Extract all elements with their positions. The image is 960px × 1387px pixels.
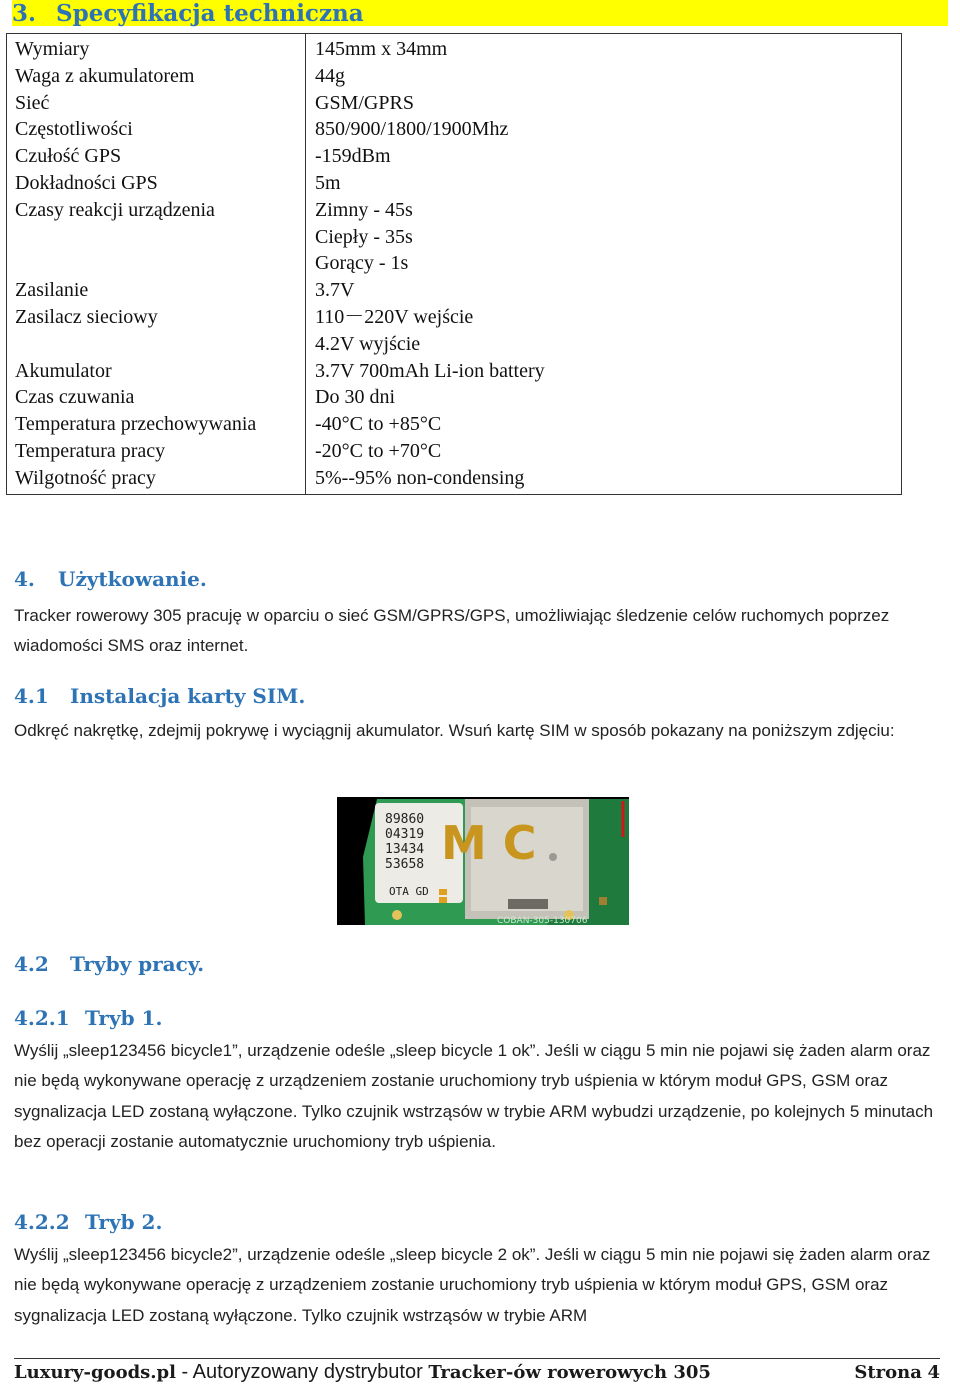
spec-value-line: Zimny - 45s bbox=[315, 198, 413, 221]
section-title: Specyfikacja techniczna bbox=[56, 0, 364, 27]
spec-label: Wymiary bbox=[7, 34, 306, 63]
sim-card-photo bbox=[337, 797, 629, 925]
section-4-2-2-heading bbox=[14, 1210, 162, 1235]
spec-row bbox=[7, 170, 902, 197]
spec-table bbox=[6, 33, 902, 495]
sim-card-number-line: 89860 bbox=[385, 812, 425, 827]
section-title: Tryby pracy. bbox=[70, 952, 205, 976]
section-4-1-heading bbox=[14, 684, 305, 709]
spec-value-line: 3.7V bbox=[315, 279, 355, 302]
footer-middle-text: - Autoryzowany dystrybutor bbox=[175, 1361, 429, 1383]
sim-card-photo-drawing bbox=[337, 797, 629, 925]
spec-value bbox=[306, 384, 902, 411]
spec-value bbox=[306, 358, 902, 385]
spec-row bbox=[7, 358, 902, 385]
spec-value-line: 4.2V wyjście bbox=[315, 332, 421, 355]
footer-page-label: Strona bbox=[854, 1362, 922, 1383]
section-4-2-1-text: Wyślij „sleep123456 bicycle1”, urządzenie odeśle „sleep bicycle 1 ok”. Jeśli w ciągu 5 min nie pojawi się żaden alarm oraz nie będą wykonywane operację z urządzeniem zostanie uruchomiony tryb uśpienia w którym moduł GPS, GSM oraz sygnalizacja LED zostaną wyłączone. Tylko czujnik wstrząsów w trybie ARM wybudzi urządzenie, po kolejnych 5 minutach bez operacji zostanie automatycznie uruchomiony tryb uśpienia. bbox=[14, 1041, 934, 1151]
spec-value-line: GSM/GPRS bbox=[315, 91, 414, 114]
spec-value bbox=[306, 116, 902, 143]
spec-label: Dokładności GPS bbox=[7, 170, 306, 197]
footer-brand: Luxury-goods.pl bbox=[14, 1362, 176, 1383]
spec-label: Częstotliwości bbox=[7, 116, 306, 143]
spec-row bbox=[7, 465, 902, 494]
spec-value-line: 145mm x 34mm bbox=[315, 38, 448, 60]
section-number: 4.2 bbox=[14, 952, 49, 976]
sim-card-number-line: 04319 bbox=[385, 827, 425, 842]
spec-label: Sieć bbox=[7, 90, 306, 117]
spec-label: Wilgotność pracy bbox=[7, 465, 306, 494]
section-title: Tryb 2. bbox=[85, 1210, 163, 1234]
spec-row bbox=[7, 411, 902, 438]
spec-value bbox=[306, 34, 902, 63]
spec-value bbox=[306, 170, 902, 197]
spec-label: Zasilacz sieciowy bbox=[7, 304, 306, 358]
spec-value-line: 5m bbox=[315, 171, 341, 194]
spec-value bbox=[306, 411, 902, 438]
spec-value bbox=[306, 438, 902, 465]
page-footer bbox=[14, 1358, 940, 1386]
spec-value-line: 5%--95% non-condensing bbox=[315, 466, 525, 489]
section-3-heading bbox=[12, 0, 948, 26]
spec-value bbox=[306, 90, 902, 117]
spec-label: Temperatura przechowywania bbox=[7, 411, 306, 438]
section-number: 4.1 bbox=[14, 684, 49, 708]
section-4-heading bbox=[14, 567, 207, 592]
footer-left bbox=[14, 1359, 711, 1386]
spec-row bbox=[7, 34, 902, 63]
footer-page-number: 4 bbox=[927, 1362, 940, 1383]
footer-page bbox=[854, 1359, 940, 1386]
spec-row bbox=[7, 197, 902, 277]
section-number: 4. bbox=[14, 567, 35, 591]
spec-value-line: Do 30 dni bbox=[315, 386, 395, 409]
spec-row bbox=[7, 304, 902, 358]
spec-row bbox=[7, 438, 902, 465]
spec-label: Czasy reakcji urządzenia bbox=[7, 197, 306, 277]
spec-row bbox=[7, 63, 902, 90]
section-4-1-text: Odkręć nakrętkę, zdejmij pokrywę i wyciągnij akumulator. Wsuń kartę SIM w sposób pokazany na poniższym zdjęciu: bbox=[14, 721, 895, 740]
spec-value-line: 850/900/1800/1900Mhz bbox=[315, 118, 509, 141]
section-number: 4.2.2 bbox=[14, 1210, 70, 1234]
board-label: COBAN-305-130706 bbox=[497, 916, 588, 925]
sim-card-code: OTA GD bbox=[389, 885, 429, 898]
section-title: Instalacja karty SIM. bbox=[70, 684, 306, 708]
spec-value bbox=[306, 277, 902, 304]
spec-value-line: 44g bbox=[315, 64, 345, 87]
spec-row bbox=[7, 384, 902, 411]
spec-value-line: 110－220V wejście bbox=[315, 305, 474, 328]
spec-label: Akumulator bbox=[7, 358, 306, 385]
spec-label: Czułość GPS bbox=[7, 143, 306, 170]
spec-value-line: -40°C to +85°C bbox=[315, 413, 442, 436]
section-4-intro: Tracker rowerowy 305 pracuję w oparciu o sieć GSM/GPRS/GPS, umożliwiając śledzenie celów ruchomych poprzez wiadomości SMS oraz internet. bbox=[14, 606, 890, 656]
sim-card-number-line: 53658 bbox=[385, 857, 425, 872]
section-4-2-1-heading bbox=[14, 1006, 162, 1031]
footer-product: Tracker-ów rowerowych 305 bbox=[428, 1362, 711, 1383]
spec-row bbox=[7, 277, 902, 304]
section-title: Tryb 1. bbox=[85, 1006, 163, 1030]
spec-label: Czas czuwania bbox=[7, 384, 306, 411]
spec-label: Waga z akumulatorem bbox=[7, 63, 306, 90]
spec-value-line: Gorący - 1s bbox=[315, 252, 409, 275]
spec-value-line: Ciepły - 35s bbox=[315, 225, 413, 248]
section-4-2-heading bbox=[14, 952, 204, 977]
sim-card-number-line: 13434 bbox=[385, 842, 425, 857]
section-number: 4.2.1 bbox=[14, 1006, 70, 1030]
spec-label: Temperatura pracy bbox=[7, 438, 306, 465]
spec-table-body bbox=[7, 34, 902, 495]
section-title: Użytkowanie. bbox=[58, 567, 207, 591]
spec-row bbox=[7, 116, 902, 143]
spec-row bbox=[7, 143, 902, 170]
spec-value bbox=[306, 143, 902, 170]
spec-value bbox=[306, 304, 902, 358]
sim-card-logo: M C bbox=[441, 816, 537, 870]
spec-value-line: -159dBm bbox=[315, 145, 391, 168]
spec-value-line: 3.7V 700mAh Li-ion battery bbox=[315, 359, 545, 382]
spec-value bbox=[306, 63, 902, 90]
spec-value-line: -20°C to +70°C bbox=[315, 439, 442, 462]
spec-value bbox=[306, 197, 902, 277]
section-number: 3. bbox=[12, 0, 37, 27]
section-4-2-2-text: Wyślij „sleep123456 bicycle2”, urządzenie odeśle „sleep bicycle 2 ok”. Jeśli w ciągu 5 min nie pojawi się żaden alarm oraz nie będą wykonywane operację z urządzeniem zostanie uruchomiony tryb uśpienia w którym moduł GPS, GSM oraz sygnalizacja LED zostaną wyłączone. Tylko czujnik wstrząsów w trybie ARM bbox=[14, 1245, 931, 1325]
spec-row bbox=[7, 90, 902, 117]
spec-label: Zasilanie bbox=[7, 277, 306, 304]
spec-value bbox=[306, 465, 902, 494]
